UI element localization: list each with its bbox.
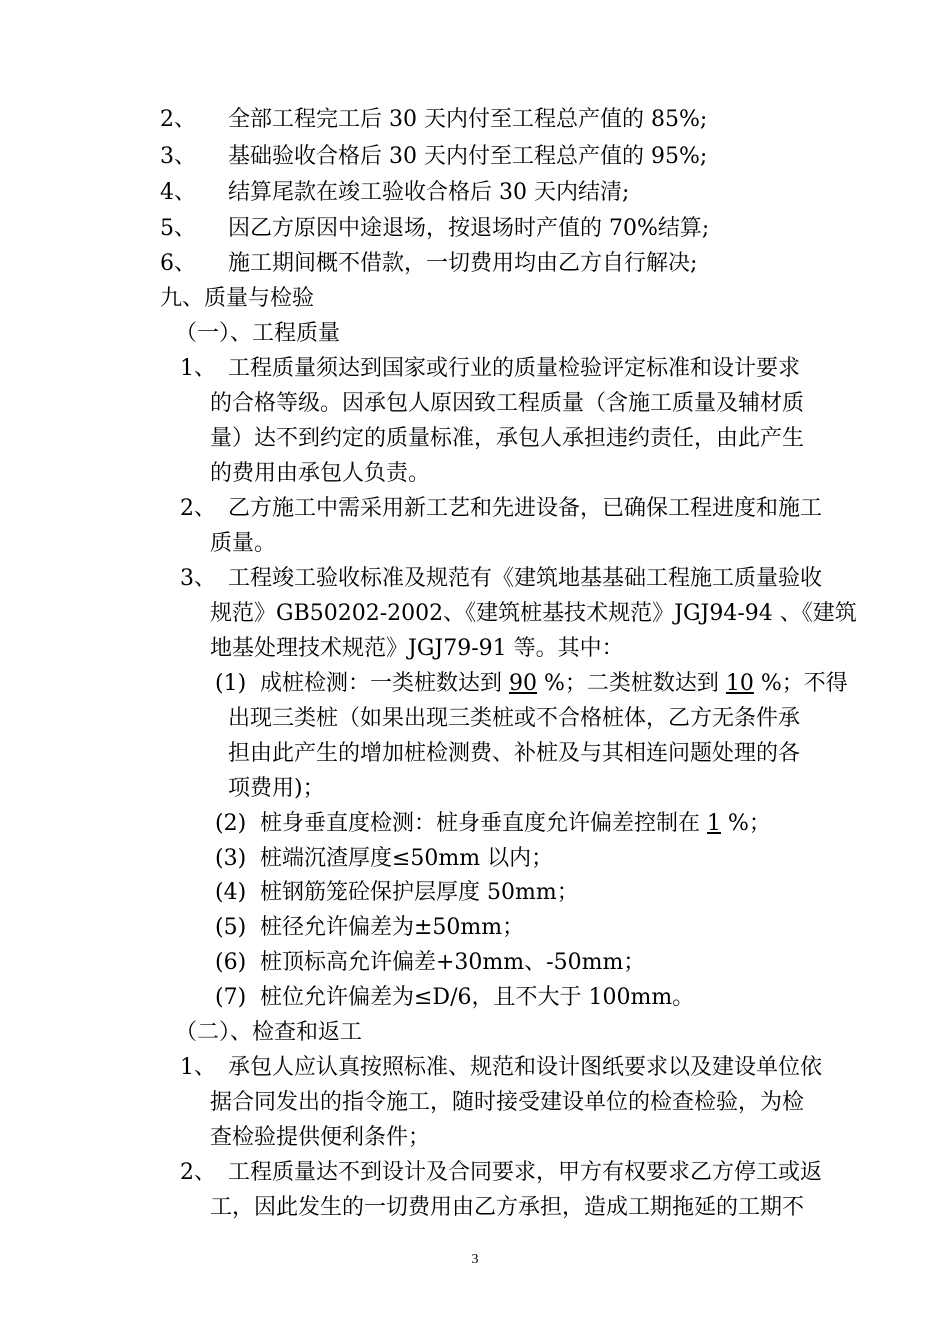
clause-number: (5) [215,915,247,940]
paragraph-line: 据合同发出的指令施工，随时接受建设单位的检查检验，为检 [210,1090,805,1115]
clause-text: %；二类桩数达到 [537,671,726,696]
clause-text: 桩顶标高允许偏差+30mm、-50mm； [260,950,646,975]
item-number: 2、 [180,1160,216,1185]
payment-item-text: 全部工程完工后 30 天内付至工程总产值的 85%; [228,107,708,132]
clause-text: 成桩检测：一类桩数达到 [260,671,509,696]
fill-blank-value: 90 [509,671,537,696]
paragraph-line: 地基处理技术规范》JGJ79-91 等。其中： [210,636,624,661]
clause-line [260,809,771,839]
payment-item-text: 因乙方原因中途退场，按退场时产值的 70%结算; [228,216,710,241]
clause-text: 桩端沉渣厚度≤50mm 以内； [260,846,554,871]
paragraph-line: 担由此产生的增加桩检测费、补桩及与其相连问题处理的各 [228,741,801,766]
clause-number: (1) [215,671,247,696]
paragraph-line: 项费用)； [228,776,325,801]
paragraph-line: 的合格等级。因承包人原因致工程质量（含施工质量及辅材质 [210,391,805,416]
clause-text: %；不得 [753,671,848,696]
paragraph-line: 规范》GB50202-2002、《建筑桩基技术规范》JGJ94-94 、《建筑 [210,601,857,626]
clause-number: (6) [215,950,247,975]
paragraph-line: 乙方施工中需采用新工艺和先进设备，已确保工程进度和施工 [228,496,823,521]
clause-text: 桩钢筋笼砼保护层厚度 50mm； [260,880,579,905]
paragraph-line: 工，因此发生的一切费用由乙方承担，造成工期拖延的工期不 [210,1195,805,1220]
item-number: 3、 [180,566,216,591]
paragraph-line: 查检验提供便利条件； [210,1125,431,1150]
clause-number: (4) [215,880,247,905]
paragraph-line: 工程质量须达到国家或行业的质量检验评定标准和设计要求 [228,356,801,381]
fill-blank-value: 10 [725,671,754,696]
clause-text: %； [721,811,771,836]
item-number: 2、 [160,107,196,132]
page-number: 3 [471,1252,479,1267]
item-number: 3、 [160,144,196,169]
paragraph-line: 的费用由承包人负责。 [210,461,431,486]
clause-line [260,669,848,699]
clause-number: (2) [215,811,247,836]
fill-blank-value: 1 [707,811,721,836]
item-number: 1、 [180,356,216,381]
clause-number: (7) [215,985,247,1010]
clause-text: 桩位允许偏差为≤D/6，且不大于 100mm。 [260,985,695,1010]
subsection-heading: （二）、检查和返工 [175,1020,363,1045]
item-number: 4、 [160,180,196,205]
subsection-heading: （一）、工程质量 [175,321,341,346]
paragraph-line: 工程质量达不到设计及合同要求，甲方有权要求乙方停工或返 [228,1160,823,1185]
item-number: 6、 [160,251,196,276]
payment-item-text: 施工期间概不借款，一切费用均由乙方自行解决; [228,251,698,276]
item-number: 1、 [180,1055,216,1080]
item-number: 5、 [160,216,196,241]
item-number: 2、 [180,496,216,521]
paragraph-line: 工程竣工验收标准及规范有《建筑地基基础工程施工质量验收 [228,566,823,591]
clause-text: 桩身垂直度检测：桩身垂直度允许偏差控制在 [260,811,707,836]
payment-item-text: 基础验收合格后 30 天内付至工程总产值的 95%; [228,144,708,169]
paragraph-line: 质量。 [210,531,277,556]
clause-number: (3) [215,846,247,871]
paragraph-line: 量）达不到约定的质量标准，承包人承担违约责任，由此产生 [210,426,805,451]
payment-item-text: 结算尾款在竣工验收合格后 30 天内结清; [228,180,630,205]
section-heading: 九、质量与检验 [160,286,315,311]
paragraph-line: 承包人应认真按照标准、规范和设计图纸要求以及建设单位依 [228,1055,823,1080]
paragraph-line: 出现三类桩（如果出现三类桩或不合格桩体，乙方无条件承 [228,706,801,731]
clause-text: 桩径允许偏差为±50mm； [260,915,525,940]
